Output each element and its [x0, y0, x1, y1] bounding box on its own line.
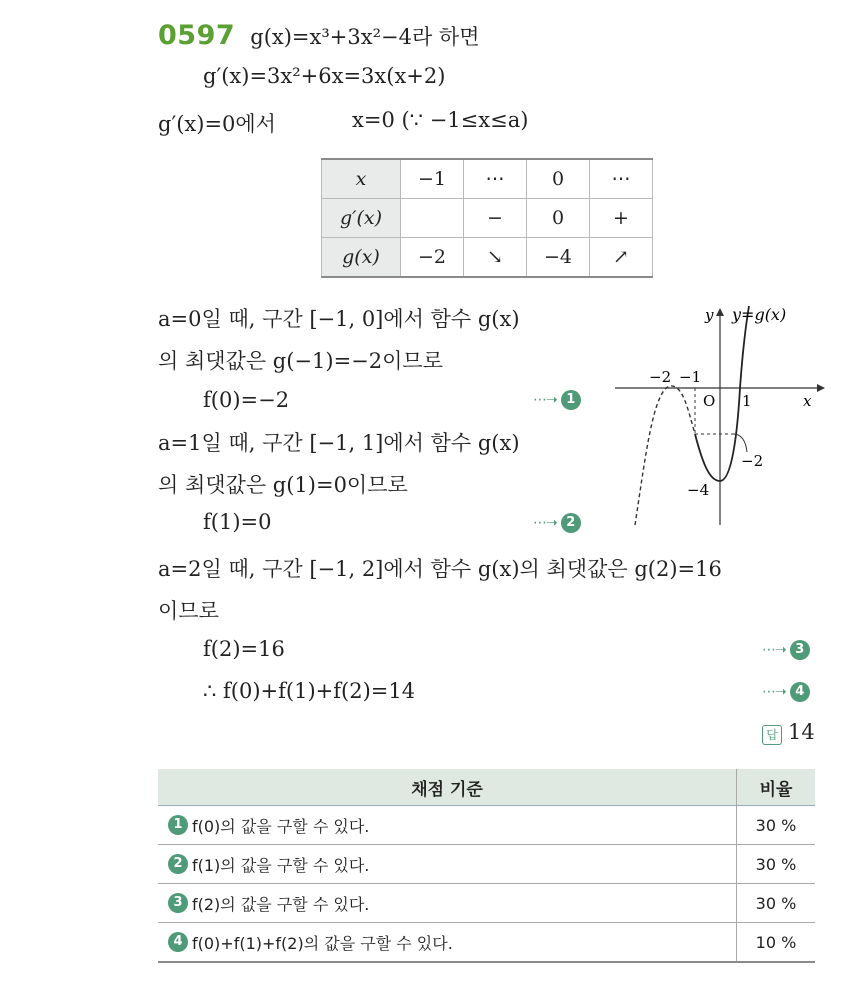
ratio-cell: 30 % [755, 815, 797, 835]
curve-label: y=g(x) [732, 305, 787, 324]
table-cell: ⋯ [590, 159, 653, 199]
table-cell: 0 [527, 159, 590, 199]
function-graph [605, 300, 830, 530]
step-circle: 3 [790, 640, 810, 660]
criteria-text: f(0)의 값을 구할 수 있다. [192, 816, 370, 836]
variation-table [321, 158, 653, 278]
value-label: −4 [687, 481, 710, 499]
case-a2-line1: a=2일 때, 구간 [−1, 2]에서 함수 g(x)의 최댓값은 g(2)=16 [158, 557, 722, 581]
table-cell: + [590, 199, 653, 238]
grading-header-ratio: 비율 [759, 779, 793, 800]
table-row [322, 159, 653, 199]
curve-dashed [635, 386, 695, 525]
step-marker-4 [762, 681, 810, 702]
critical-point-label: g′(x)=0에서 [158, 112, 276, 136]
table-row [158, 884, 815, 923]
step-marker-3 [762, 639, 810, 660]
step-circle: 2 [168, 854, 188, 874]
tick-label: 1 [742, 392, 752, 410]
step-circle: 1 [561, 390, 581, 410]
origin-label: O [703, 392, 716, 410]
answer-icon: 답 [762, 725, 782, 745]
table-cell: 0 [527, 199, 590, 238]
problem-header [158, 20, 480, 51]
step-circle: 1 [168, 815, 188, 835]
tick-label: −1 [679, 368, 702, 386]
table-cell: g(x) [322, 238, 401, 278]
table-cell [401, 199, 464, 238]
table-row [322, 238, 653, 278]
answer [762, 720, 815, 745]
critical-point-value: x=0 (∵ −1≤x≤a) [352, 108, 529, 132]
ratio-cell: 10 % [755, 932, 797, 952]
table-cell: − [464, 199, 527, 238]
answer-value: 14 [788, 720, 815, 744]
x-axis-label: x [803, 392, 812, 410]
value-label: −2 [741, 452, 764, 470]
case-a1-line1: a=1일 때, 구간 [−1, 1]에서 함수 g(x) [158, 431, 520, 455]
case-a0-line1: a=0일 때, 구간 [−1, 0]에서 함수 g(x) [158, 307, 520, 331]
arrow-icon: ⋯➝ [533, 391, 557, 408]
arrow-icon: ⋯➝ [533, 514, 557, 531]
arrow-icon: ⋯➝ [762, 641, 786, 658]
step-circle: 4 [168, 932, 188, 952]
y-axis-arrow-icon [716, 308, 724, 316]
problem-number: 0597 [158, 20, 236, 51]
grading-header [158, 769, 815, 806]
step-circle: 3 [168, 893, 188, 913]
table-cell: ↗ [590, 238, 653, 278]
table-cell: g′(x) [322, 199, 401, 238]
case-a1-line2: 의 최댓값은 g(1)=0이므로 [158, 473, 408, 497]
table-cell: ↘ [464, 238, 527, 278]
table-row [158, 806, 815, 845]
ratio-cell: 30 % [755, 854, 797, 874]
step-marker-2 [533, 512, 581, 533]
case-a0-result: f(0)=−2 [203, 388, 290, 412]
table-row [322, 199, 653, 238]
ratio-cell: 30 % [755, 893, 797, 913]
conclusion: ∴ f(0)+f(1)+f(2)=14 [203, 679, 416, 703]
case-a1-result: f(1)=0 [203, 510, 272, 534]
table-row [158, 923, 815, 963]
step-circle: 2 [561, 513, 581, 533]
case-a2-result: f(2)=16 [203, 637, 285, 661]
table-row [158, 845, 815, 884]
criteria-text: f(2)의 값을 구할 수 있다. [192, 894, 370, 914]
case-a2-line2: 이므로 [158, 599, 219, 623]
table-cell: −1 [401, 159, 464, 199]
derivative-line: g′(x)=3x²+6x=3x(x+2) [203, 64, 446, 88]
case-a0-line2: 의 최댓값은 g(−1)=−2이므로 [158, 349, 443, 373]
x-axis-arrow-icon [817, 384, 825, 392]
table-cell: −2 [401, 238, 464, 278]
problem-statement: g(x)=x³+3x²−4라 하면 [250, 25, 480, 49]
table-cell: −4 [527, 238, 590, 278]
step-circle: 4 [790, 682, 810, 702]
criteria-text: f(1)의 값을 구할 수 있다. [192, 855, 370, 875]
table-cell: ⋯ [464, 159, 527, 199]
table-cell: x [322, 159, 401, 199]
grading-table [158, 769, 815, 963]
grading-header-criteria: 채점 기준 [158, 769, 737, 805]
tick-label: −2 [649, 368, 672, 386]
y-axis-label: y [705, 306, 714, 324]
arrow-icon: ⋯➝ [762, 683, 786, 700]
criteria-text: f(0)+f(1)+f(2)의 값을 구할 수 있다. [192, 933, 453, 953]
step-marker-1 [533, 389, 581, 410]
